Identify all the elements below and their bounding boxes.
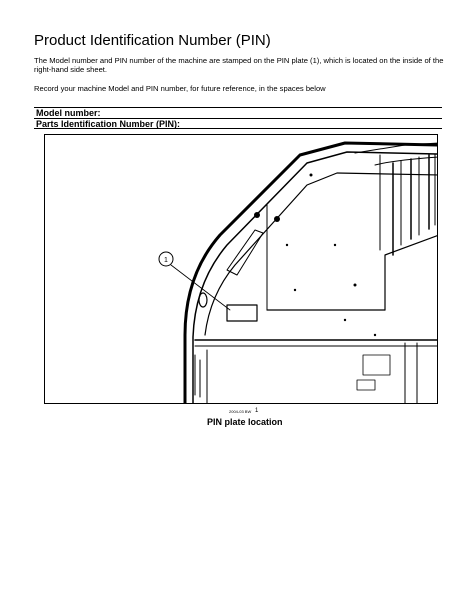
pin-plate-illustration — [45, 135, 438, 404]
model-number-field — [34, 107, 442, 118]
figure-number: 1 — [255, 408, 259, 414]
callout-number: 1 — [164, 257, 168, 264]
page-title: Product Identification Number (PIN) — [34, 32, 271, 49]
figure-frame — [44, 134, 438, 404]
intro-paragraph: The Model number and PIN number of the machine are stamped on the PIN plate (1), which is located on the inside of the right-hand side sheet. — [34, 56, 444, 74]
record-paragraph: Record your machine Model and PIN number, for future reference, in the spaces below — [34, 84, 326, 93]
pin-label: Parts Identification Number (PIN): — [36, 119, 181, 129]
figure-caption: PIN plate location — [207, 417, 283, 427]
pin-field — [34, 118, 442, 129]
figure-code: 2004-03 BW — [229, 409, 252, 414]
model-number-label: Model number: — [36, 108, 101, 118]
